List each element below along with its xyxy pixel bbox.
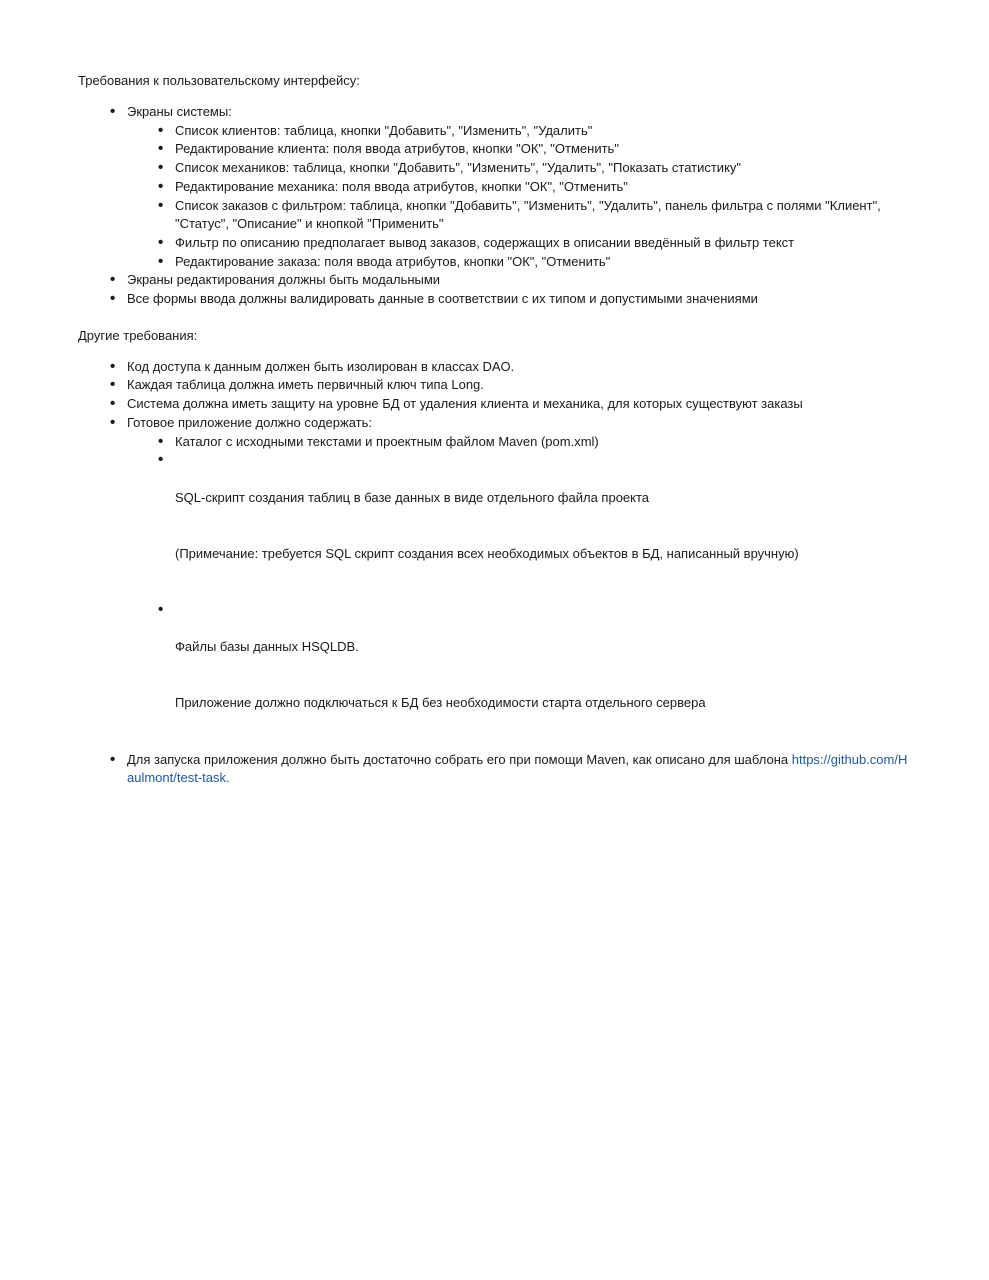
list-item-text: Список механиков: таблица, кнопки "Добавить", "Изменить", "Удалить", "Показать статистику"	[175, 160, 742, 176]
list-item	[78, 140, 909, 159]
list-item-text: Код доступа к данным должен быть изолирован в классах DAO.	[127, 358, 515, 374]
list-item	[78, 253, 909, 272]
other-requirements-list	[78, 358, 909, 788]
list-item	[78, 234, 909, 253]
list-item	[78, 395, 909, 414]
list-item-line-2: Приложение должно подключаться к БД без необходимости старта отдельного сервера	[175, 695, 706, 711]
list-item-text: Экраны системы:	[127, 104, 232, 119]
bullet-icon	[110, 290, 127, 309]
list-item-text	[127, 751, 909, 788]
bullet-icon	[158, 601, 175, 620]
bullet-icon	[158, 451, 175, 470]
list-item	[78, 103, 909, 122]
list-item-text: Редактирование механика: поля ввода атрибутов, кнопки "ОК", "Отменить"	[175, 178, 628, 194]
list-item-text: Список клиентов: таблица, кнопки "Добавить", "Изменить", "Удалить"	[175, 122, 593, 138]
list-item-text: Система должна иметь защиту на уровне БД от удаления клиента и механика, для которых существуют заказы	[127, 396, 803, 412]
list-item-text: Готовое приложение должно содержать:	[127, 414, 372, 430]
list-item	[78, 271, 909, 290]
list-item	[78, 451, 909, 601]
list-item	[78, 290, 909, 309]
list-item-text-before-link: Для запуска приложения должно быть достаточно собрать его при помощи Maven, как описано для шаблона	[127, 751, 792, 767]
bullet-icon	[158, 253, 175, 272]
list-item-text	[175, 451, 909, 601]
bullet-icon	[110, 414, 127, 433]
list-item-text: Все формы ввода должны валидировать данные в соответствии с их типом и допустимыми значениями	[127, 291, 758, 307]
heading-other-requirements: Другие требования:	[78, 327, 198, 343]
bullet-icon	[158, 122, 175, 141]
list-item	[78, 122, 909, 141]
bullet-icon	[110, 395, 127, 414]
ui-requirements-list	[78, 103, 909, 309]
bullet-icon	[158, 433, 175, 452]
bullet-icon	[110, 103, 127, 122]
list-item-text: Список заказов с фильтром: таблица, кнопки "Добавить", "Изменить", "Удалить", панель фильтра с полями "Клиент", "Статус", "Описание" и кнопкой "Применить"	[175, 197, 885, 232]
list-item-line-2: (Примечание: требуется SQL скрипт создания всех необходимых объектов в БД, написанный вручную)	[175, 545, 799, 561]
list-item	[78, 376, 909, 395]
list-item	[78, 197, 909, 234]
list-item	[78, 178, 909, 197]
list-item-text	[175, 601, 909, 751]
list-item	[78, 159, 909, 178]
bullet-icon	[158, 140, 175, 159]
bullet-icon	[158, 197, 175, 216]
bullet-icon	[110, 376, 127, 395]
list-item-text: Редактирование заказа: поля ввода атрибутов, кнопки "ОК", "Отменить"	[175, 253, 611, 269]
list-item	[78, 601, 909, 751]
list-item	[78, 433, 909, 452]
list-item	[78, 751, 909, 788]
bullet-icon	[110, 271, 127, 290]
bullet-icon	[110, 358, 127, 377]
bullet-icon	[158, 234, 175, 253]
list-item-text: Фильтр по описанию предполагает вывод заказов, содержащих в описании введённый в фильтр текст	[175, 234, 795, 250]
github-template-link[interactable]: https://github.com/Haulmont/test-task.	[127, 751, 908, 786]
list-item-line-1: Файлы базы данных HSQLDB.	[175, 639, 359, 655]
list-item-text: Экраны редактирования должны быть модальными	[127, 272, 441, 288]
list-item-text: Каждая таблица должна иметь первичный ключ типа Long.	[127, 377, 484, 393]
list-item-text: Каталог с исходными текстами и проектным файлом Maven (pom.xml)	[175, 433, 599, 449]
bullet-icon	[110, 751, 127, 770]
heading-ui-requirements: Требования к пользовательскому интерфейсу:	[78, 73, 360, 88]
bullet-icon	[158, 178, 175, 197]
list-item-line-1: SQL-скрипт создания таблиц в базе данных в виде отдельного файла проекта	[175, 489, 650, 505]
list-item	[78, 358, 909, 377]
bullet-icon	[158, 159, 175, 178]
list-item	[78, 414, 909, 433]
list-item-text: Редактирование клиента: поля ввода атрибутов, кнопки "ОК", "Отменить"	[175, 141, 619, 157]
